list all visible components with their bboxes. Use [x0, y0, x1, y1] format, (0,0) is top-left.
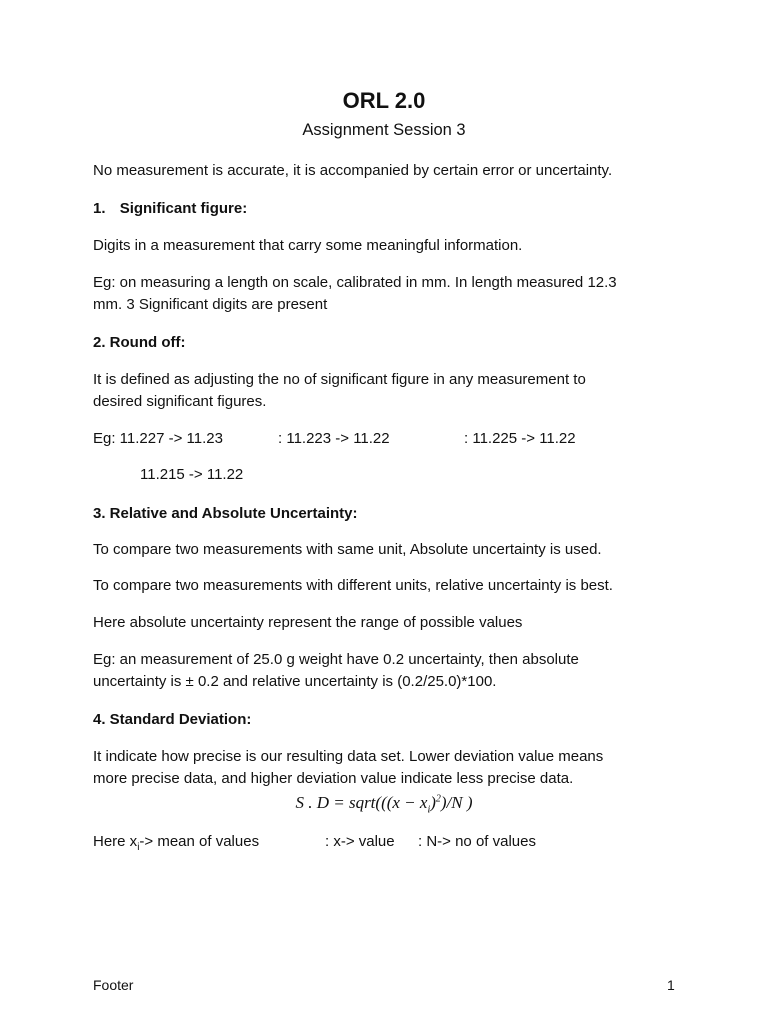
intro-paragraph: No measurement is accurate, it is accompanied by certain error or uncertainty. — [93, 162, 613, 179]
page-number: 1 — [667, 977, 675, 993]
section-1-title: Significant figure: — [119, 200, 248, 217]
legend-count: : N-> no of values — [418, 833, 536, 850]
section-1-heading — [93, 198, 683, 221]
round-off-example-3: : 11.225 -> 11.22 — [464, 430, 576, 447]
section-4-paragraph-1a: It indicate how precise is our resulting data set. Lower deviation value means — [93, 748, 604, 765]
footer-label: Footer — [93, 977, 134, 993]
formula-subscript: i — [427, 804, 431, 816]
round-off-example-4: 11.215 -> 11.22 — [140, 466, 244, 483]
section-3-paragraph-3: Here absolute uncertainty represent the range of possible values — [93, 614, 523, 631]
legend-mean: Here $x_i->$ mean of values — [93, 833, 260, 853]
section-3-paragraph-4b: uncertainty is ± 0.2 and relative uncertainty is (0.2/25.0)*100. — [93, 673, 497, 690]
section-1-paragraph-1: Digits in a measurement that carry some meaningful information. — [93, 237, 523, 254]
section-2-paragraph-1a: It is defined as adjusting the no of significant figure in any measurement to — [93, 371, 586, 388]
section-4-heading: 4. Standard Deviation: — [93, 711, 252, 728]
formula-superscript: 2 — [435, 793, 441, 805]
standard-deviation-formula — [93, 793, 675, 815]
section-2-heading: 2. Round off: — [93, 334, 186, 351]
formula-lhs: S . D = sqrt(((x − x — [295, 793, 428, 812]
section-3-paragraph-1: To compare two measurements with same unit, Absolute uncertainty is used. — [93, 541, 602, 558]
section-3-heading: 3. Relative and Absolute Uncertainty: — [93, 505, 358, 522]
formula-legend-row — [93, 831, 683, 860]
legend-value: : x-> value — [325, 833, 395, 850]
page-title: ORL 2.0 — [342, 88, 426, 113]
section-3-paragraph-4a: Eg: an measurement of 25.0 g weight have 0.2 uncertainty, then absolute — [93, 651, 579, 668]
section-4-paragraph-1b: more precise data, and higher deviation value indicate less precise data. — [93, 770, 574, 787]
round-off-example-2: : 11.223 -> 11.22 — [278, 430, 390, 447]
section-1-number: 1. — [93, 200, 106, 217]
formula-mid: ) — [430, 793, 436, 812]
round-off-example-row — [93, 428, 683, 451]
page-subtitle: Assignment Session 3 — [302, 121, 466, 139]
section-2-paragraph-1b: desired significant figures. — [93, 393, 267, 410]
section-1-paragraph-2a: Eg: on measuring a length on scale, calibrated in mm. In length measured 12.3 — [93, 274, 617, 291]
round-off-example-1: Eg: 11.227 -> 11.23 — [93, 430, 223, 447]
section-3-paragraph-2: To compare two measurements with different units, relative uncertainty is best. — [93, 577, 613, 594]
section-1-paragraph-2b: mm. 3 Significant digits are present — [93, 296, 328, 313]
formula-rhs: )/N ) — [440, 793, 473, 812]
